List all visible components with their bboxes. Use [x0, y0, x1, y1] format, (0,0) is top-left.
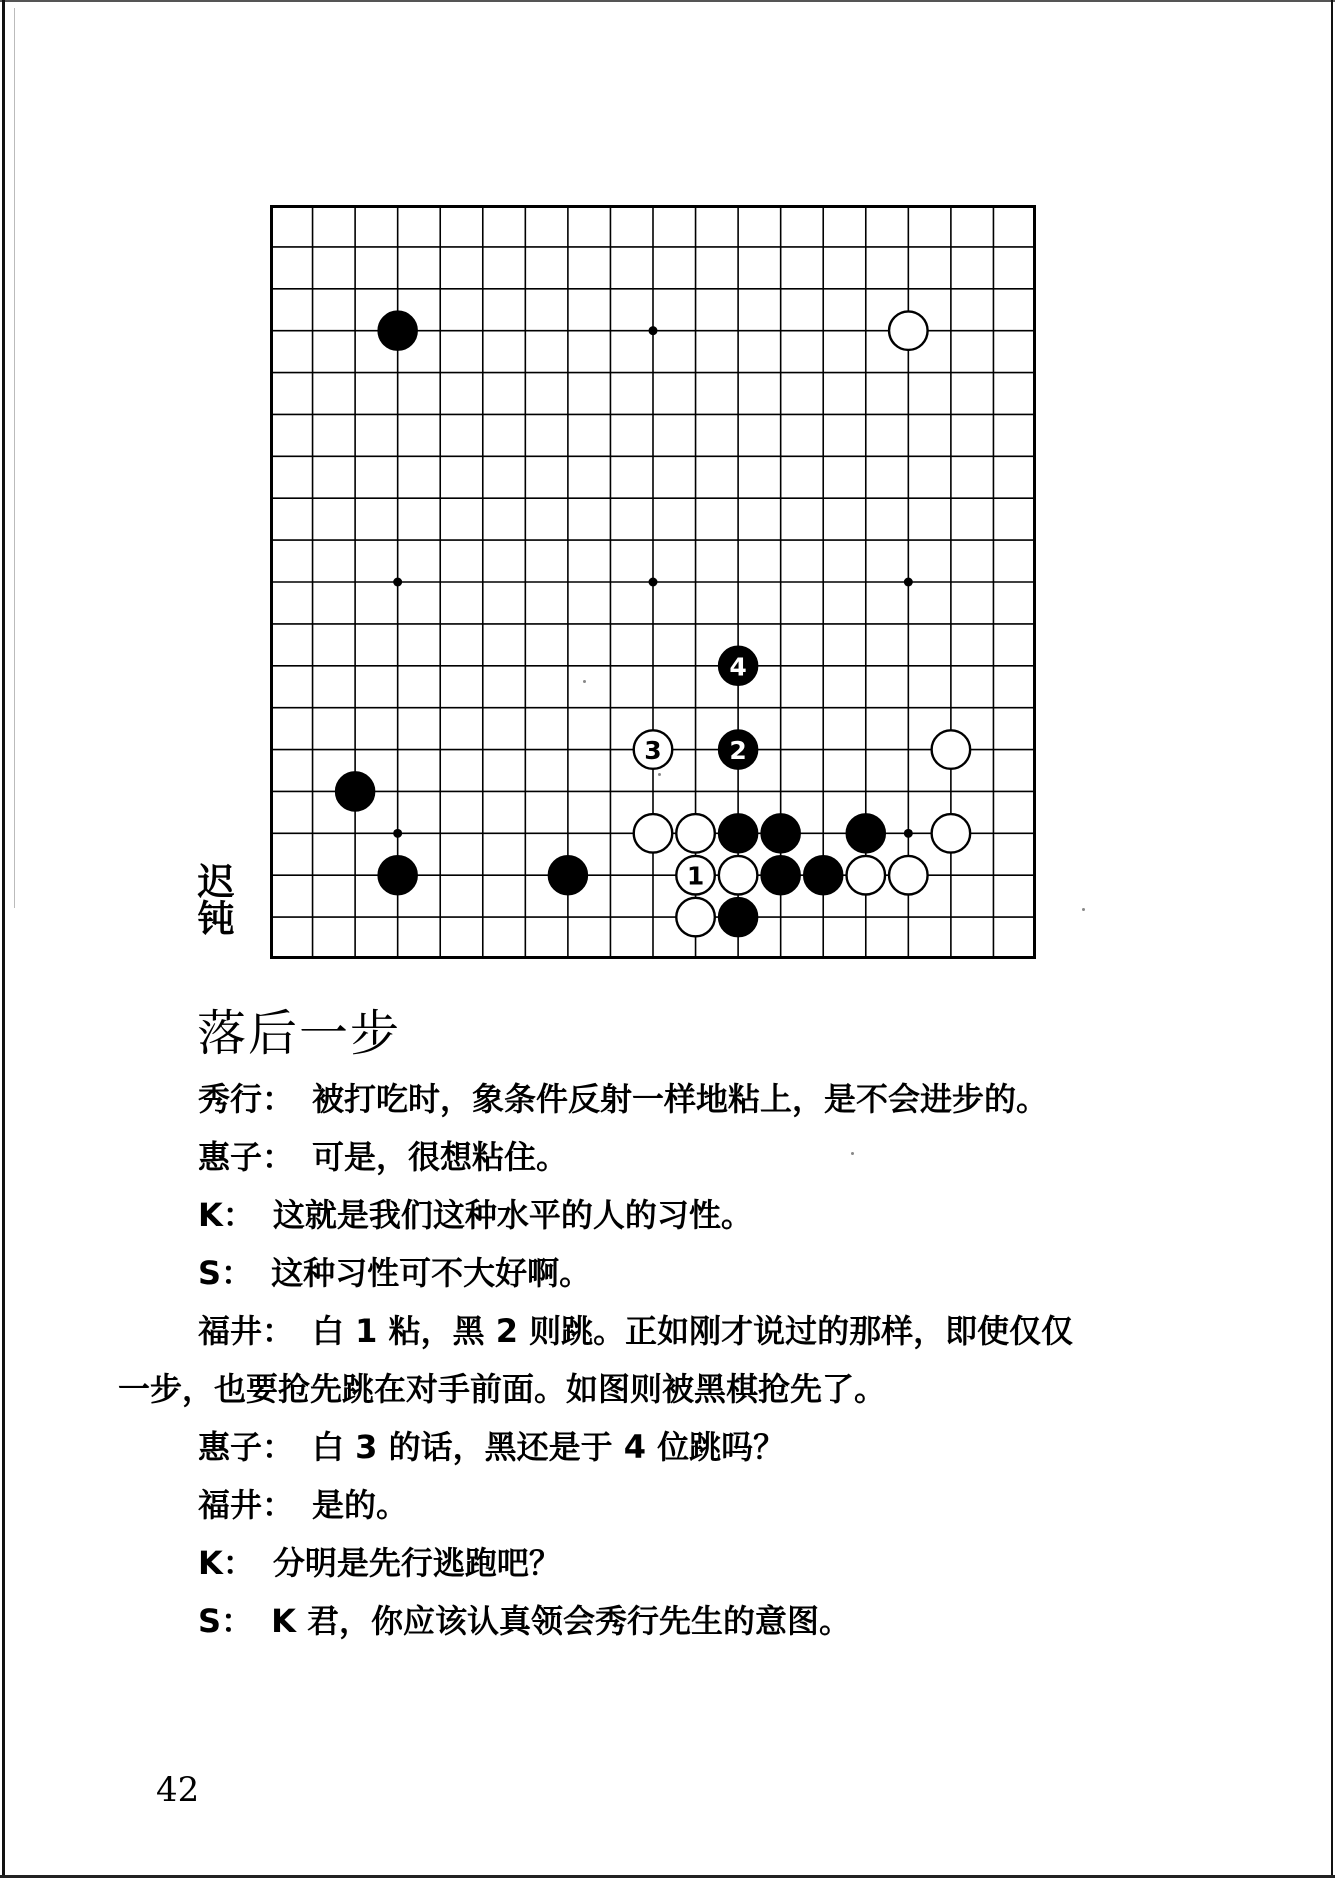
black-stone [719, 898, 758, 937]
dialogue-text: 这就是我们这种水平的人的习性。 [272, 1196, 753, 1234]
star-point [904, 829, 913, 838]
dialogue-line [118, 1476, 1238, 1534]
diagram-side-label: 迟钝 [191, 862, 234, 936]
speaker-name: K： [198, 1544, 255, 1582]
dialogue-line [118, 1418, 1238, 1476]
speaker-name: 福井： [198, 1312, 295, 1350]
section-title: 落后一步 [197, 1005, 402, 1062]
page-border-top [0, 0, 1335, 2]
scan-speck [1082, 908, 1085, 911]
scan-speck [851, 1152, 854, 1155]
scan-speck [583, 680, 586, 683]
black-stone [761, 814, 800, 853]
white-stone [676, 814, 715, 853]
page-number: 42 [156, 1770, 200, 1810]
star-point [649, 326, 658, 335]
star-point [393, 829, 402, 838]
white-stone [676, 898, 715, 937]
star-point [649, 578, 658, 587]
dialogue-text: 一步，也要抢先跳在对手前面。如图则被黑棋抢先了。 [118, 1370, 887, 1408]
dialogue-text: 被打吃时，象条件反射一样地粘上，是不会进步的。 [312, 1080, 1049, 1118]
move-number: 3 [644, 736, 662, 766]
speaker-name: 惠子： [198, 1138, 295, 1176]
dialogue-text [118, 1070, 1238, 1650]
speaker-name: S： [198, 1254, 254, 1292]
page-border-left [2, 0, 5, 1878]
dialogue-line [118, 1534, 1238, 1592]
white-stone [889, 311, 928, 350]
numbered-black-stone [719, 647, 758, 686]
dialogue-line [118, 1070, 1238, 1128]
go-board-diagram [270, 205, 1036, 959]
white-stone [719, 856, 758, 895]
dialogue-text: 是的。 [312, 1486, 409, 1524]
white-stone [847, 856, 886, 895]
dialogue-line [118, 1186, 1238, 1244]
dialogue-text: 可是，很想粘住。 [312, 1138, 569, 1176]
black-stone [378, 856, 417, 895]
white-stone [634, 814, 673, 853]
white-stone [932, 730, 971, 769]
move-number: 1 [686, 861, 705, 891]
black-stone [378, 311, 417, 350]
black-stone [549, 856, 588, 895]
speaker-name: K： [198, 1196, 255, 1234]
numbered-white-stone [676, 856, 715, 895]
numbered-white-stone [634, 730, 673, 769]
page-border-right [1331, 0, 1333, 1878]
scan-edge-line [14, 8, 15, 908]
star-point [393, 578, 402, 587]
move-number: 4 [729, 652, 747, 682]
dialogue-text: 白 1 粘，黑 2 则跳。正如刚才说过的那样，即使仅仅 [312, 1312, 1074, 1350]
dialogue-line [118, 1244, 1238, 1302]
speaker-name: 福井： [198, 1486, 295, 1524]
dialogue-text: 白 3 的话，黑还是于 4 位跳吗？ [312, 1428, 786, 1466]
dialogue-text: 分明是先行逃跑吧？ [272, 1544, 561, 1582]
black-stone [761, 856, 800, 895]
black-stone [719, 814, 758, 853]
black-stone [804, 856, 843, 895]
dialogue-text: K 君，你应该认真领会秀行先生的意图。 [271, 1602, 852, 1640]
white-stone [889, 856, 928, 895]
dialogue-line [118, 1360, 1238, 1418]
move-number: 2 [729, 736, 747, 766]
scan-speck [658, 773, 661, 776]
speaker-name: 惠子： [198, 1428, 295, 1466]
dialogue-line [118, 1592, 1238, 1650]
star-point [904, 578, 913, 587]
dialogue-text: 这种习性可不大好啊。 [271, 1254, 592, 1292]
numbered-black-stone [719, 730, 758, 769]
dialogue-line [118, 1128, 1238, 1186]
black-stone [847, 814, 886, 853]
white-stone [932, 814, 971, 853]
speaker-name: S： [198, 1602, 254, 1640]
speaker-name: 秀行： [198, 1080, 295, 1118]
black-stone [336, 772, 375, 811]
dialogue-line [118, 1302, 1238, 1360]
